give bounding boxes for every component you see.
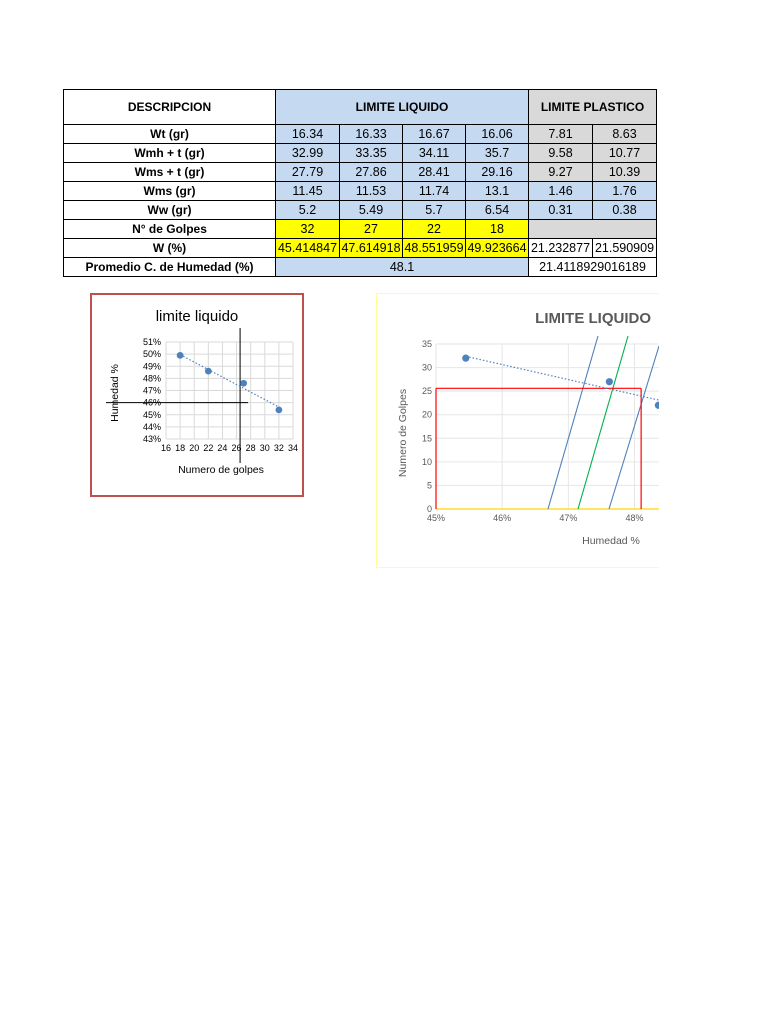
cell: 8.63 <box>593 125 657 144</box>
row-label: N° de Golpes <box>64 220 276 239</box>
chart1-y-tick-label: 43% <box>142 434 161 444</box>
cell: 9.27 <box>529 163 593 182</box>
cell: 48.551959 <box>403 239 466 258</box>
table-row <box>64 125 657 144</box>
table-row <box>64 144 657 163</box>
cell: 10.77 <box>593 144 657 163</box>
chart2-title: LIMITE LIQUIDO <box>535 310 651 327</box>
cell: 22 <box>403 220 466 239</box>
chart2-y-tick-label: 10 <box>421 456 432 467</box>
chart1-y-tick-label: 50% <box>142 349 161 360</box>
cell-empty <box>529 220 657 239</box>
chart2-y-tick-label: 20 <box>421 409 432 420</box>
cell: 49.923664 <box>466 239 529 258</box>
cell: 29.16 <box>466 163 529 182</box>
chart2-y-tick-label: 35 <box>421 339 432 349</box>
header-limite-plastico: LIMITE PLASTICO <box>529 90 657 125</box>
chart2-y-tick-label: 5 <box>426 480 432 491</box>
chart1-x-tick-label: 16 <box>160 443 172 453</box>
cell: 18 <box>466 220 529 239</box>
table-row <box>64 239 657 258</box>
avg-lp-value: 21.4118929016189 <box>529 258 657 277</box>
cell: 0.31 <box>529 201 593 220</box>
chart2-data-point <box>462 355 469 362</box>
table-row <box>64 201 657 220</box>
table-row <box>64 258 657 277</box>
cell: 21.232877 <box>529 239 593 258</box>
cell: 16.67 <box>403 125 466 144</box>
chart1-data-point <box>240 380 247 387</box>
cell: 27.86 <box>340 163 403 182</box>
row-label: Wms (gr) <box>64 182 276 201</box>
cell: 16.06 <box>466 125 529 144</box>
cell: 7.81 <box>529 125 593 144</box>
cell: 5.49 <box>340 201 403 220</box>
header-descripcion: DESCRIPCION <box>64 90 276 125</box>
cell: 16.34 <box>276 125 340 144</box>
chart1-x-tick-label: 18 <box>175 443 186 453</box>
chart2-y-tick-label: 30 <box>421 362 432 373</box>
chart2-x-tick-label: 48% <box>625 513 644 523</box>
chart2-x-tick-label: 46% <box>493 513 512 523</box>
cell: 45.414847 <box>276 239 340 258</box>
soil-limits-table <box>63 89 657 277</box>
chart2-y-tick-label: 25 <box>421 386 432 397</box>
chart1-y-tick-label: 44% <box>142 421 161 432</box>
cell: 21.590909 <box>593 239 657 258</box>
cell: 11.53 <box>340 182 403 201</box>
chart1-title: limite liquido <box>155 308 239 325</box>
chart1-x-tick-label: 30 <box>259 443 270 453</box>
chart1-x-tick-label: 20 <box>189 443 200 453</box>
chart1-x-tick-label: 24 <box>217 443 228 453</box>
row-label: Wt (gr) <box>64 125 276 144</box>
chart-limite-liquido-small <box>90 293 304 497</box>
chart2-data-point <box>606 378 613 385</box>
table-row <box>64 220 657 239</box>
chart1-y-tick-label: 47% <box>142 385 161 396</box>
header-limite-liquido: LIMITE LIQUIDO <box>276 90 529 125</box>
chart1-data-point <box>205 368 212 375</box>
chart2-ylabel: Numero de Golpes <box>397 388 409 478</box>
cell: 32.99 <box>276 144 340 163</box>
cell: 16.33 <box>340 125 403 144</box>
chart1-data-point <box>177 352 184 359</box>
row-label: Ww (gr) <box>64 201 276 220</box>
chart1-y-tick-label: 51% <box>142 337 161 347</box>
chart2-y-tick-label: 0 <box>426 504 432 514</box>
cell: 11.45 <box>276 182 340 201</box>
cell: 33.35 <box>340 144 403 163</box>
chart2-y-tick-label: 15 <box>421 433 432 444</box>
chart1-x-tick-label: 28 <box>245 443 256 453</box>
table-row <box>64 182 657 201</box>
cell: 9.58 <box>529 144 593 163</box>
chart1-x-tick-label: 22 <box>203 443 214 453</box>
chart-limite-liquido-large <box>376 293 659 568</box>
chart1-y-tick-label: 45% <box>142 409 161 420</box>
row-label: W (%) <box>64 239 276 258</box>
cell: 5.7 <box>403 201 466 220</box>
chart2-xlabel: Humedad % <box>582 535 640 547</box>
cell: 6.54 <box>466 201 529 220</box>
cell: 35.7 <box>466 144 529 163</box>
chart1-x-tick-label: 26 <box>231 443 242 453</box>
cell: 47.614918 <box>340 239 403 258</box>
row-label: Wms + t (gr) <box>64 163 276 182</box>
chart1-xlabel: Numero de golpes <box>178 464 264 476</box>
chart1-ylabel: Humedad % <box>109 364 121 422</box>
avg-ll-value: 48.1 <box>276 258 529 277</box>
chart1-x-tick-label: 32 <box>273 443 284 453</box>
chart2-x-tick-label: 47% <box>559 513 578 523</box>
chart2-x-tick-label: 45% <box>426 513 446 523</box>
chart1-data-point <box>275 407 282 414</box>
cell: 11.74 <box>403 182 466 201</box>
cell: 27 <box>340 220 403 239</box>
cell: 1.76 <box>593 182 657 201</box>
cell: 27.79 <box>276 163 340 182</box>
cell: 34.11 <box>403 144 466 163</box>
cell: 13.1 <box>466 182 529 201</box>
chart1-y-tick-label: 48% <box>142 373 161 384</box>
cell: 32 <box>276 220 340 239</box>
chart1-y-tick-label: 49% <box>142 361 161 372</box>
chart1-x-tick-label: 34 <box>287 443 299 453</box>
cell: 0.38 <box>593 201 657 220</box>
cell: 10.39 <box>593 163 657 182</box>
cell: 5.2 <box>276 201 340 220</box>
row-label: Promedio C. de Humedad (%) <box>64 258 276 277</box>
row-label: Wmh + t (gr) <box>64 144 276 163</box>
cell: 1.46 <box>529 182 593 201</box>
chart2-border <box>377 294 660 568</box>
table-row <box>64 163 657 182</box>
chart1-y-tick-label: 46% <box>142 397 161 408</box>
cell: 28.41 <box>403 163 466 182</box>
